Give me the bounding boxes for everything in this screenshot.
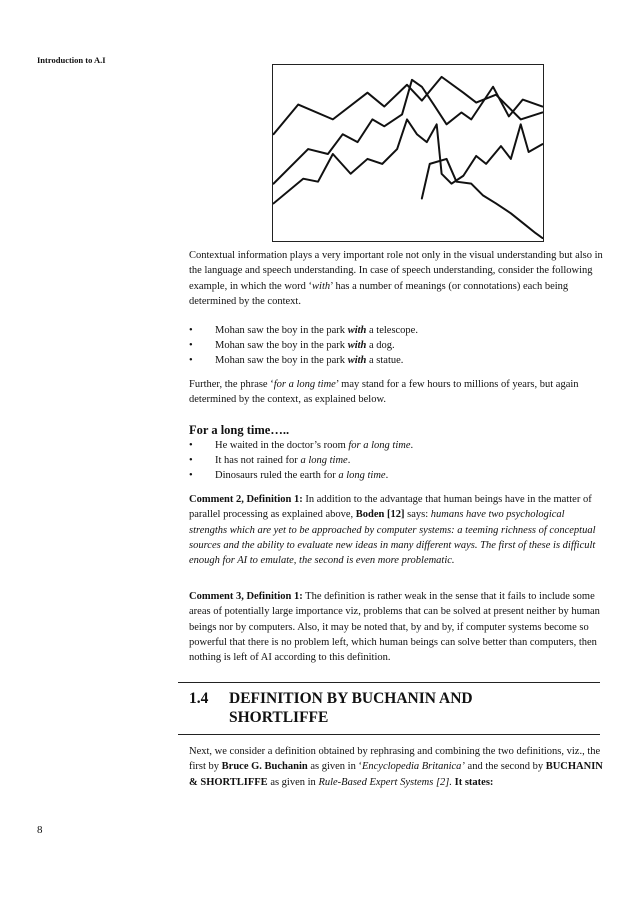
list-item: • Mohan saw the boy in the park with a dog. (189, 340, 395, 351)
paragraph-text: Comment 3, Definition 1: The definition is rather weak in the sense that it fails to include some areas of potentially large importance viz, problems that can be solved at present neither by human beings nor by computers. Also, it may be noted that, by and by, if computer systems become so powerful that there is no problem left, which human beings can solve better than computers, then nothing is left of AI according to this definition. (189, 591, 600, 664)
section-heading (189, 689, 473, 727)
section-rule-bottom (178, 734, 600, 735)
paragraph-text: Further, the phrase ‘for a long time’ may stand for a few hours to millions of years, but again determined by the context, as explained below. (189, 379, 579, 406)
running-header: Introduction to A.I (37, 55, 106, 65)
intro-paragraph (189, 248, 604, 309)
section-rule-top (178, 682, 600, 683)
mountain-sketch-figure (272, 64, 544, 242)
paragraph-text: Contextual information plays a very important role not only in the visual understanding but also in the language and speech understanding. In case of speech understanding, consider the following example, in which the word ‘with’ has a number of meanings (or connotations) each being determined by the context. (189, 250, 603, 307)
mountain-contour-icon (273, 65, 543, 241)
list-item: • Mohan saw the boy in the park with a statue. (189, 355, 404, 366)
section-number: 1.4 (189, 690, 209, 707)
list-item: • It has not rained for a long time. (189, 455, 351, 466)
bullet-list-with (189, 323, 604, 368)
long-time-paragraph (189, 377, 604, 408)
paragraph-text: Comment 2, Definition 1: In addition to the advantage that human beings have in the matter of parallel processing as explained above, Boden [12] says: humans have two psychological strengths which are yet to be approached by computer systems: a teeming richness of conceptual sources and the ability to evaluate new ideas in many different ways. The first of these is difficult enough for AI to emulate, the second is even more problematic. (189, 494, 596, 567)
section-title-line1: DEFINITION BY BUCHANIN AND (229, 690, 473, 707)
comment-2-paragraph (189, 492, 604, 568)
definition-paragraph (189, 744, 604, 790)
page-number: 8 (37, 824, 43, 836)
subheading: For a long time….. (189, 423, 290, 437)
list-item: • Dinosaurs ruled the earth for a long time. (189, 470, 389, 481)
paragraph-text: Next, we consider a definition obtained by rephrasing and combining the two definitions, viz., the first by Bruce G. Buchanin as given in ‘Encyclopedia Britanica’ and the second by BUCHANIN & SHORTLIFFE as given in Rule-Based Expert Systems [2]. It states: (189, 746, 603, 788)
bullet-list-long-time (189, 438, 604, 483)
list-item: • He waited in the doctor’s room for a long time. (189, 440, 414, 451)
section-title-line2: SHORTLIFFE (229, 709, 329, 726)
list-item: • Mohan saw the boy in the park with a telescope. (189, 325, 418, 336)
comment-3-paragraph (189, 589, 604, 665)
